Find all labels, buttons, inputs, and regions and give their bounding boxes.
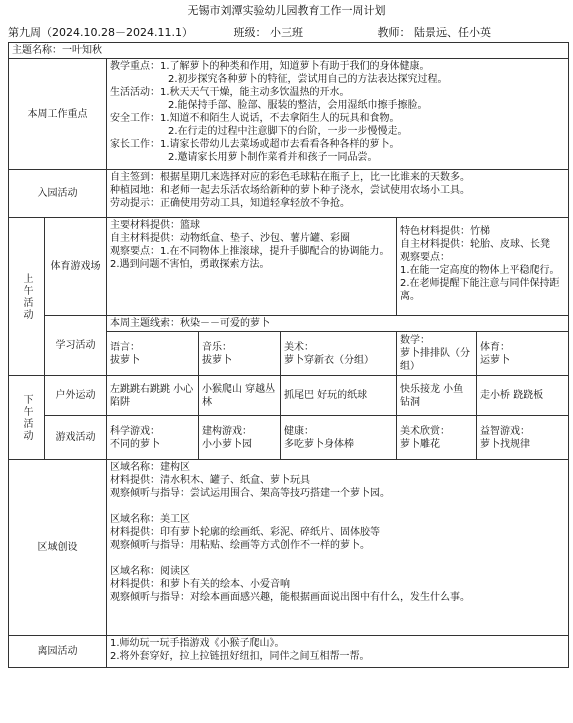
morning-label — [9, 218, 45, 376]
learning-subject: 体育： — [480, 341, 510, 353]
focus-line: 2.在行走的过程中注意脚下的台阶，一步一步慢慢走。 — [168, 126, 408, 137]
afternoon-label — [9, 376, 45, 460]
class-value: 小三班 — [270, 26, 303, 39]
games-type: 科学游戏： — [110, 425, 160, 437]
learning-subject: 语言： — [110, 341, 140, 353]
learning-content: 萝卜穿新衣（分组） — [284, 354, 374, 366]
sports-right-line: 特色材料提供：竹梯 — [400, 226, 490, 237]
arrival-content — [107, 170, 569, 218]
sports-right-line: 2.在老师提醒下能注意与同伴保持距离。 — [400, 278, 560, 302]
games-cell — [477, 416, 569, 460]
area-line: 材料提供：印有萝卜轮廓的绘画纸、彩泥、碎纸片、固体胶等 — [110, 527, 380, 538]
sports-left-line: 2.遇到问题不害怕，勇敢探索方法。 — [110, 259, 270, 270]
games-cell — [281, 416, 397, 460]
games-cell — [397, 416, 477, 460]
sports-left — [107, 218, 397, 316]
learning-content: 拔萝卜 — [202, 354, 232, 366]
outdoor-cell: 抓尾巴 好玩的纸球 — [281, 376, 397, 416]
focus-line: 安全工作：1.知道不和陌生人说话，不去拿陌生人的玩具和食物。 — [110, 113, 400, 124]
area-content — [107, 460, 569, 636]
games-content: 不同的萝卜 — [110, 438, 160, 450]
arrival-line: 种植园地：和老师一起去乐活农场给新种的萝卜种子浇水，尝试使用农场小工具。 — [110, 185, 470, 196]
games-cell — [107, 416, 199, 460]
learning-cell — [281, 332, 397, 376]
learning-cell — [397, 332, 477, 376]
games-content: 多吃萝卜身体棒 — [284, 438, 354, 450]
learning-content: 拔萝卜 — [110, 354, 140, 366]
arrival-line: 劳动提示：正确使用劳动工具，知道轻拿轻放不争抢。 — [110, 198, 350, 209]
learning-subject: 美术： — [284, 341, 314, 353]
focus-line: 家长工作：1.请家长带幼儿去菜场或超市去看看各种各样的萝卜。 — [110, 139, 400, 150]
focus-line: 2.能保持手部、脸部、服装的整洁，会用湿纸巾擦手擦脸。 — [168, 100, 428, 111]
focus-line: 2.初步探究各种萝卜的特征，尝试用自己的方法表达探究过程。 — [168, 74, 448, 85]
outdoor-cell: 走小桥 跷跷板 — [477, 376, 569, 416]
departure-line: 2.将外套穿好，拉上拉链扭好纽扣，同伴之间互相帮一帮。 — [110, 651, 370, 662]
area-line: 区域名称：阅读区 — [110, 566, 190, 577]
departure-label: 离园活动 — [9, 636, 107, 668]
sports-right-line: 观察要点： — [400, 252, 450, 263]
focus-line: 教学重点：1.了解萝卜的种类和作用，知道萝卜有助于我们的身体健康。 — [110, 61, 430, 72]
sports-left-line: 观察要点：1.在不同物体上推滚球，提升手脚配合的协调能力。 — [110, 246, 390, 257]
class-label: 班级： — [233, 26, 267, 39]
games-content: 萝卜找规律 — [480, 438, 530, 450]
arrival-line: 自主签到：根据星期几来选择对应的彩色毛球粘在瓶子上，比一比谁来的天数多。 — [110, 172, 470, 183]
focus-line: 生活活动：1.秋天天气干燥，能主动多饮温热的开水。 — [110, 87, 350, 98]
sports-left-line: 主要材料提供：篮球 — [110, 220, 200, 231]
learning-subject: 音乐： — [202, 341, 232, 353]
area-line: 材料提供：清水积木、罐子、纸盒、萝卜玩具 — [110, 475, 310, 486]
weekly-plan-table — [8, 42, 569, 668]
area-line: 区域名称：美工区 — [110, 514, 190, 525]
learning-subject: 数学： — [400, 335, 430, 346]
area-line: 观察倾听与指导：对绘本画面感兴趣，能根据画面说出图中有什么，发生什么事。 — [110, 592, 470, 603]
afternoon-label-text: 下午活动 — [21, 393, 32, 442]
sports-right-line: 自主材料提供：轮胎、皮球、长凳 — [400, 239, 550, 250]
games-type: 益智游戏： — [480, 425, 530, 437]
outdoor-label: 户外运动 — [45, 376, 107, 416]
learning-cell — [477, 332, 569, 376]
learning-label: 学习活动 — [45, 316, 107, 376]
games-type: 美术欣赏： — [400, 425, 450, 437]
teacher-value: 陆景远、任小英 — [414, 26, 491, 39]
learning-cell — [199, 332, 281, 376]
sports-right-line: 1.在能一定高度的物体上平稳爬行。 — [400, 265, 560, 276]
arrival-label: 入园活动 — [9, 170, 107, 218]
learning-content: 萝卜排排队（分组） — [400, 348, 470, 372]
learning-thread: 本周主题线索：秋染－－可爱的萝卜 — [107, 316, 569, 332]
games-content: 小小萝卜园 — [202, 438, 252, 450]
teacher-label: 教师： — [377, 26, 411, 39]
weekly-focus-content — [107, 59, 569, 170]
theme-name: 主题名称：一叶知秋 — [9, 43, 569, 59]
area-line: 材料提供：和萝卜有关的绘本、小爱音响 — [110, 579, 290, 590]
games-label: 游戏活动 — [45, 416, 107, 460]
outdoor-cell: 快乐接龙 小鱼钻洞 — [397, 376, 477, 416]
games-cell — [199, 416, 281, 460]
document-title: 无锡市刘潭实验幼儿园教育工作一周计划 — [187, 4, 386, 17]
weekly-focus-label: 本周工作重点 — [9, 59, 107, 170]
area-label: 区域创设 — [9, 460, 107, 636]
outdoor-cell: 小猴爬山 穿越丛林 — [199, 376, 281, 416]
learning-cell — [107, 332, 199, 376]
morning-label-text: 上午活动 — [21, 272, 32, 321]
area-line: 观察倾听与指导：尝试运用围合、架高等技巧搭建一个萝卜园。 — [110, 488, 390, 499]
sports-label: 体育游戏场 — [45, 218, 107, 316]
area-line: 观察倾听与指导：用粘贴、绘画等方式创作不一样的萝卜。 — [110, 540, 370, 551]
outdoor-cell: 左跳跳右跳跳 小心陷阱 — [107, 376, 199, 416]
week-range: 第九周（2024.10.28－2024.11.1） — [8, 26, 193, 39]
sports-left-line: 自主材料提供：动物纸盒、垫子、沙包、薯片罐、彩圈 — [110, 233, 350, 244]
departure-line: 1.师幼玩一玩手指游戏《小猴子爬山》。 — [110, 638, 285, 649]
learning-content: 运萝卜 — [480, 354, 510, 366]
games-content: 萝卜雕花 — [400, 438, 440, 450]
departure-content — [107, 636, 569, 668]
sports-right — [397, 218, 569, 316]
games-type: 健康： — [284, 425, 314, 437]
header-info — [8, 24, 568, 42]
focus-line: 2.邀请家长用萝卜制作菜肴并和孩子一同品尝。 — [168, 152, 378, 163]
area-line: 区域名称：建构区 — [110, 462, 190, 473]
games-type: 建构游戏： — [202, 425, 252, 437]
